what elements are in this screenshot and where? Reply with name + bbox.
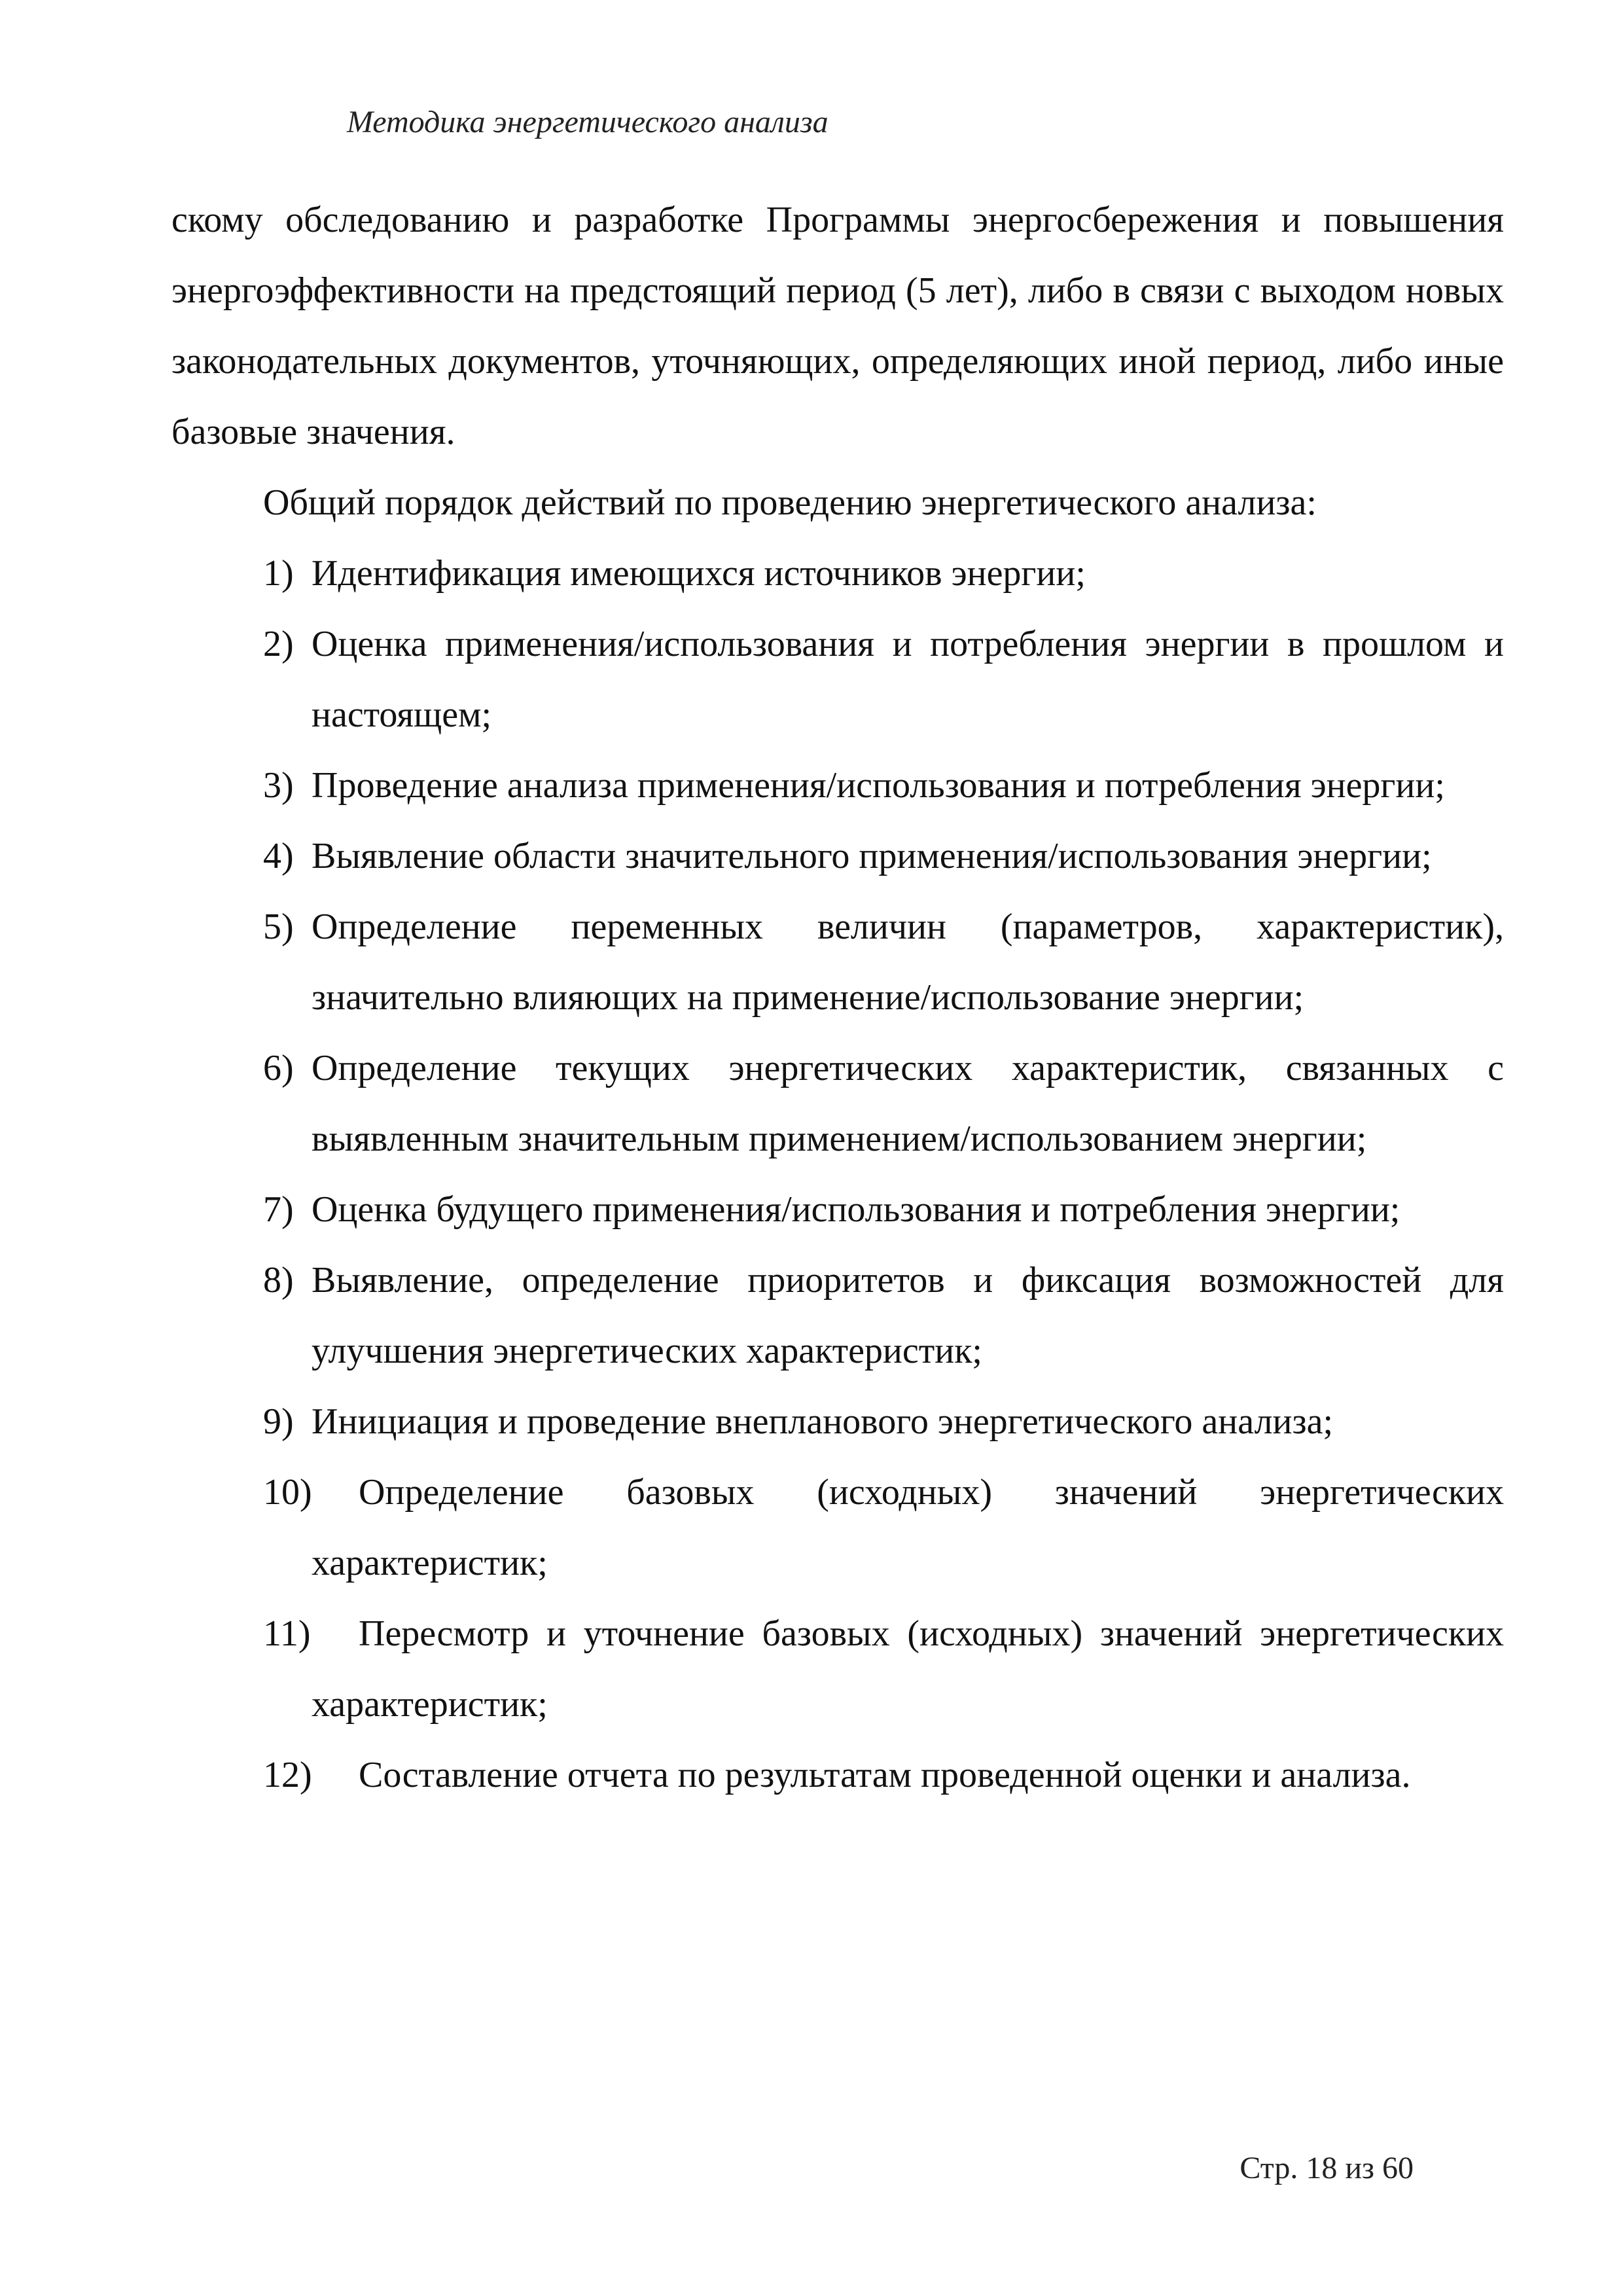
continuation-paragraph: скому обследованию и разработке Программы энергосбережения и повышения энергоэффективности на предстоящий период (5 лет), либо в связи с выходом новых законодательных документов, уточняющих, определяющих иной период, либо иные базовые значения. — [171, 200, 1504, 452]
list-item-text: Пересмотр и уточнение базовых (исходных) значений энергетических характеристик; — [312, 1613, 1504, 1725]
list-item-text: Выявление, определение приоритетов и фиксация возможностей для улучшения энергетических характеристик; — [312, 1260, 1504, 1371]
running-header: Методика энергетического анализа — [347, 105, 829, 139]
list-item-text: Определение текущих энергетических характеристик, связанных с выявленным значительным применением/использованием энергии; — [312, 1048, 1504, 1159]
body-text — [171, 185, 1504, 1810]
list-item-number: 7) — [263, 1189, 294, 1230]
list-item — [171, 1457, 1504, 1598]
page-number: Стр. 18 из 60 — [1240, 2151, 1414, 2185]
list-item — [171, 750, 1504, 821]
list-item — [171, 1033, 1504, 1174]
list-item-text: Инициация и проведение внепланового энергетического анализа; — [312, 1401, 1334, 1442]
list-item-text: Проведение анализа применения/использования и потребления энергии; — [312, 765, 1445, 806]
list-item-text: Определение переменных величин (параметров, характеристик), значительно влияющих на применение/использование энергии; — [312, 906, 1504, 1018]
list-item-number: 11) — [263, 1613, 311, 1654]
list-item — [171, 1740, 1504, 1810]
list-item — [171, 1386, 1504, 1457]
list-item-number: 6) — [263, 1048, 294, 1088]
list-item-text: Определение базовых (исходных) значений энергетических характеристик; — [312, 1472, 1504, 1583]
list-item — [171, 1598, 1504, 1740]
list-item — [171, 891, 1504, 1033]
list-item — [171, 1174, 1504, 1245]
list-item-number: 3) — [263, 765, 294, 806]
list-item-number: 8) — [263, 1260, 294, 1300]
list-item-number: 2) — [263, 624, 294, 664]
list-item — [171, 1245, 1504, 1386]
list-item-text: Оценка будущего применения/использования и потребления энергии; — [312, 1189, 1400, 1230]
list-item-number: 1) — [263, 553, 294, 594]
list-item — [171, 538, 1504, 609]
list-item-number: 9) — [263, 1401, 294, 1442]
list-item-text: Выявление области значительного применения/использования энергии; — [312, 836, 1432, 876]
list-item-text: Идентификация имеющихся источников энергии; — [312, 553, 1086, 594]
list-item — [171, 821, 1504, 891]
list-item-number: 12) — [263, 1755, 312, 1795]
intro-paragraph: Общий порядок действий по проведению энергетического анализа: — [263, 482, 1317, 523]
list-item-number: 10) — [263, 1472, 312, 1513]
list-item — [171, 609, 1504, 750]
list-item-text: Составление отчета по результатам проведенной оценки и анализа. — [359, 1755, 1411, 1795]
list-item-number: 5) — [263, 906, 294, 947]
steps-list — [171, 538, 1504, 1810]
list-item-text: Оценка применения/использования и потребления энергии в прошлом и настоящем; — [312, 624, 1504, 735]
list-item-number: 4) — [263, 836, 294, 876]
